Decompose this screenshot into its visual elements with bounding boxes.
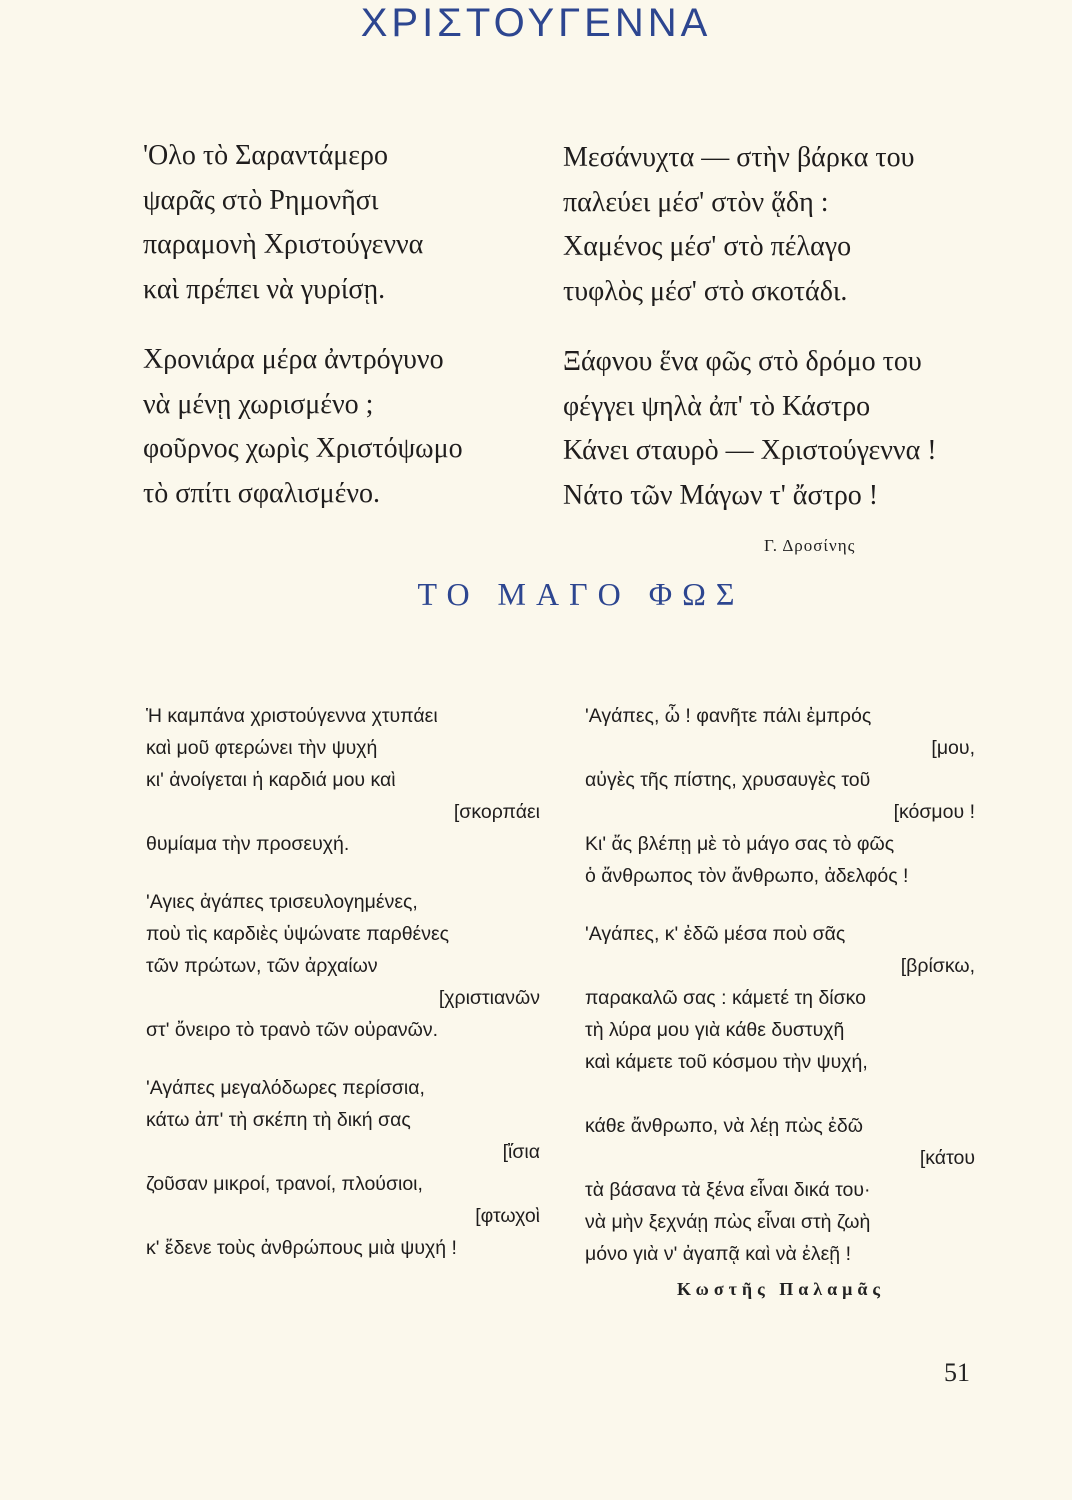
- verse-line: φοῦρνος χωρὶς Χριστόψωμο: [143, 433, 463, 464]
- verse-line: Κι' ἄς βλέπῃ μὲ τὸ μάγο σας τὸ φῶς: [585, 833, 895, 855]
- verse-line: Μεσάνυχτα — στὴν βάρκα του: [563, 142, 915, 173]
- verse-line: παραμονὴ Χριστούγεννα: [143, 229, 424, 260]
- verse-line: ποὺ τὶς καρδιὲς ὑψώνατε παρθένες: [146, 923, 450, 945]
- verse-line: κάθε ἄνθρωπο, νὰ λέῃ πὼς ἐδῶ: [585, 1115, 863, 1137]
- verse-line: κι' ἀνοίγεται ἡ καρδιά μου καὶ: [146, 769, 396, 791]
- verse-line: καὶ κάμετε τοῦ κόσμου τὴν ψυχή,: [585, 1051, 868, 1073]
- poem1-left-column: [143, 134, 463, 542]
- verse-line: [ἴσια: [502, 1141, 540, 1163]
- stanza: [563, 340, 937, 518]
- verse-line: Χρονιάρα μέρα ἀντρόγυνο: [143, 344, 444, 375]
- poem2-left-column: [146, 700, 540, 1264]
- verse-line: τὰ βάσανα τὰ ξένα εἶναι δικά του·: [585, 1179, 871, 1201]
- verse-line: Ξάφνου ἕνα φῶς στὸ δρόμο του: [563, 346, 922, 377]
- verse-line: 'Αγάπες, κ' ἐδῶ μέσα ποὺ σᾶς: [585, 923, 846, 945]
- verse-line: τὸ σπίτι σφαλισμένο.: [143, 477, 381, 509]
- verse-line: 'Αγιες ἀγάπες τρισευλογημένες,: [146, 891, 418, 913]
- page-title: ΧΡΙΣΤΟΥΓΕΝΝΑ: [360, 1, 712, 45]
- verse-line: 'Αγάπες μεγαλόδωρες περίσσια,: [146, 1077, 425, 1099]
- stanza: [143, 338, 463, 516]
- verse-line: 'Ολο τὸ Σαραντάμερο: [143, 140, 389, 171]
- poem1-right-column: [563, 136, 937, 544]
- verse-line: [φτωχοὶ: [475, 1205, 540, 1227]
- verse-line: Κάνει σταυρὸ — Χριστούγεννα !: [563, 435, 937, 466]
- stanza: [143, 134, 463, 312]
- verse-line: [βρίσκω,: [900, 955, 975, 977]
- verse-line: κ' ἔδενε τοὺς ἀνθρώπους μιὰ ψυχή !: [146, 1237, 457, 1259]
- poem2-right-column: [585, 700, 975, 1270]
- stanza: [146, 886, 540, 1046]
- verse-line: τῶν πρώτων, τῶν ἀρχαίων: [146, 955, 378, 977]
- verse-line: ψαρᾶς στὸ Ρημονῆσι: [143, 184, 379, 216]
- stanza: [585, 918, 975, 1270]
- verse-line: τυφλὸς μέσ' στὸ σκοτάδι.: [563, 275, 848, 307]
- verse-line: κάτω ἀπ' τὴ σκέπη τὴ δική σας: [146, 1109, 411, 1131]
- verse-line: καὶ πρέπει νὰ γυρίσῃ.: [143, 273, 386, 305]
- verse-line: [κόσμου !: [893, 801, 975, 823]
- verse-line: μόνο γιὰ ν' ἀγαπᾷ καὶ νὰ ἐλεῇ !: [585, 1243, 851, 1265]
- stanza: [585, 700, 975, 892]
- verse-line: νὰ μὴν ξεχνάῃ πὼς εἶναι στὴ ζωὴ: [585, 1211, 871, 1233]
- verse-line: θυμίαμα τὴν προσευχή.: [146, 833, 350, 855]
- poem1-author: Γ. Δροσίνης: [764, 536, 856, 555]
- verse-line: Χαμένος μέσ' στὸ πέλαγο: [563, 231, 852, 262]
- stanza: [563, 136, 937, 314]
- verse-line: στ' ὄνειρο τὸ τρανὸ τῶν οὐρανῶν.: [146, 1019, 439, 1041]
- verse-line: Νάτο τῶν Μάγων τ' ἄστρο !: [563, 479, 879, 511]
- verse-line: καὶ μοῦ φτερώνει τὴν ψυχή: [146, 737, 378, 759]
- verse-line: [585, 1078, 975, 1110]
- verse-line: Ἡ καμπάνα χριστούγεννα χτυπάει: [146, 705, 438, 727]
- stanza: [146, 700, 540, 860]
- verse-line: παρακαλῶ σας : κάμετέ τη δίσκο: [585, 987, 867, 1009]
- verse-line: [σκορπάει: [453, 801, 540, 823]
- poem2-author: Κωστῆς Παλαμᾶς: [677, 1279, 885, 1299]
- verse-line: 'Αγάπες, ὦ ! φανῆτε πάλι ἐμπρός: [585, 705, 872, 727]
- verse-line: τὴ λύρα μου γιὰ κάθε δυστυχῆ: [585, 1019, 845, 1041]
- poem2-title: ΤΟ ΜΑΓΟ ΦΩΣ: [417, 576, 745, 612]
- page-number: 51: [944, 1358, 970, 1387]
- verse-line: [μου,: [931, 737, 975, 759]
- verse-line: αὐγὲς τῆς πίστης, χρυσαυγὲς τοῦ: [585, 769, 871, 791]
- verse-line: [χριστιανῶν: [438, 987, 540, 1009]
- verse-line: φέγγει ψηλὰ ἀπ' τὸ Κάστρο: [563, 390, 871, 422]
- verse-line: ὁ ἄνθρωπος τὸν ἄνθρωπο, ἀδελφός !: [585, 865, 909, 887]
- stanza: [146, 1072, 540, 1264]
- verse-line: νὰ μένῃ χωρισμένο ;: [143, 388, 374, 420]
- verse-line: παλεύει μέσ' στὸν ᾅδη :: [563, 186, 829, 218]
- verse-line: ζοῦσαν μικροί, τρανοί, πλούσιοι,: [146, 1173, 423, 1195]
- verse-line: [κάτου: [919, 1147, 975, 1169]
